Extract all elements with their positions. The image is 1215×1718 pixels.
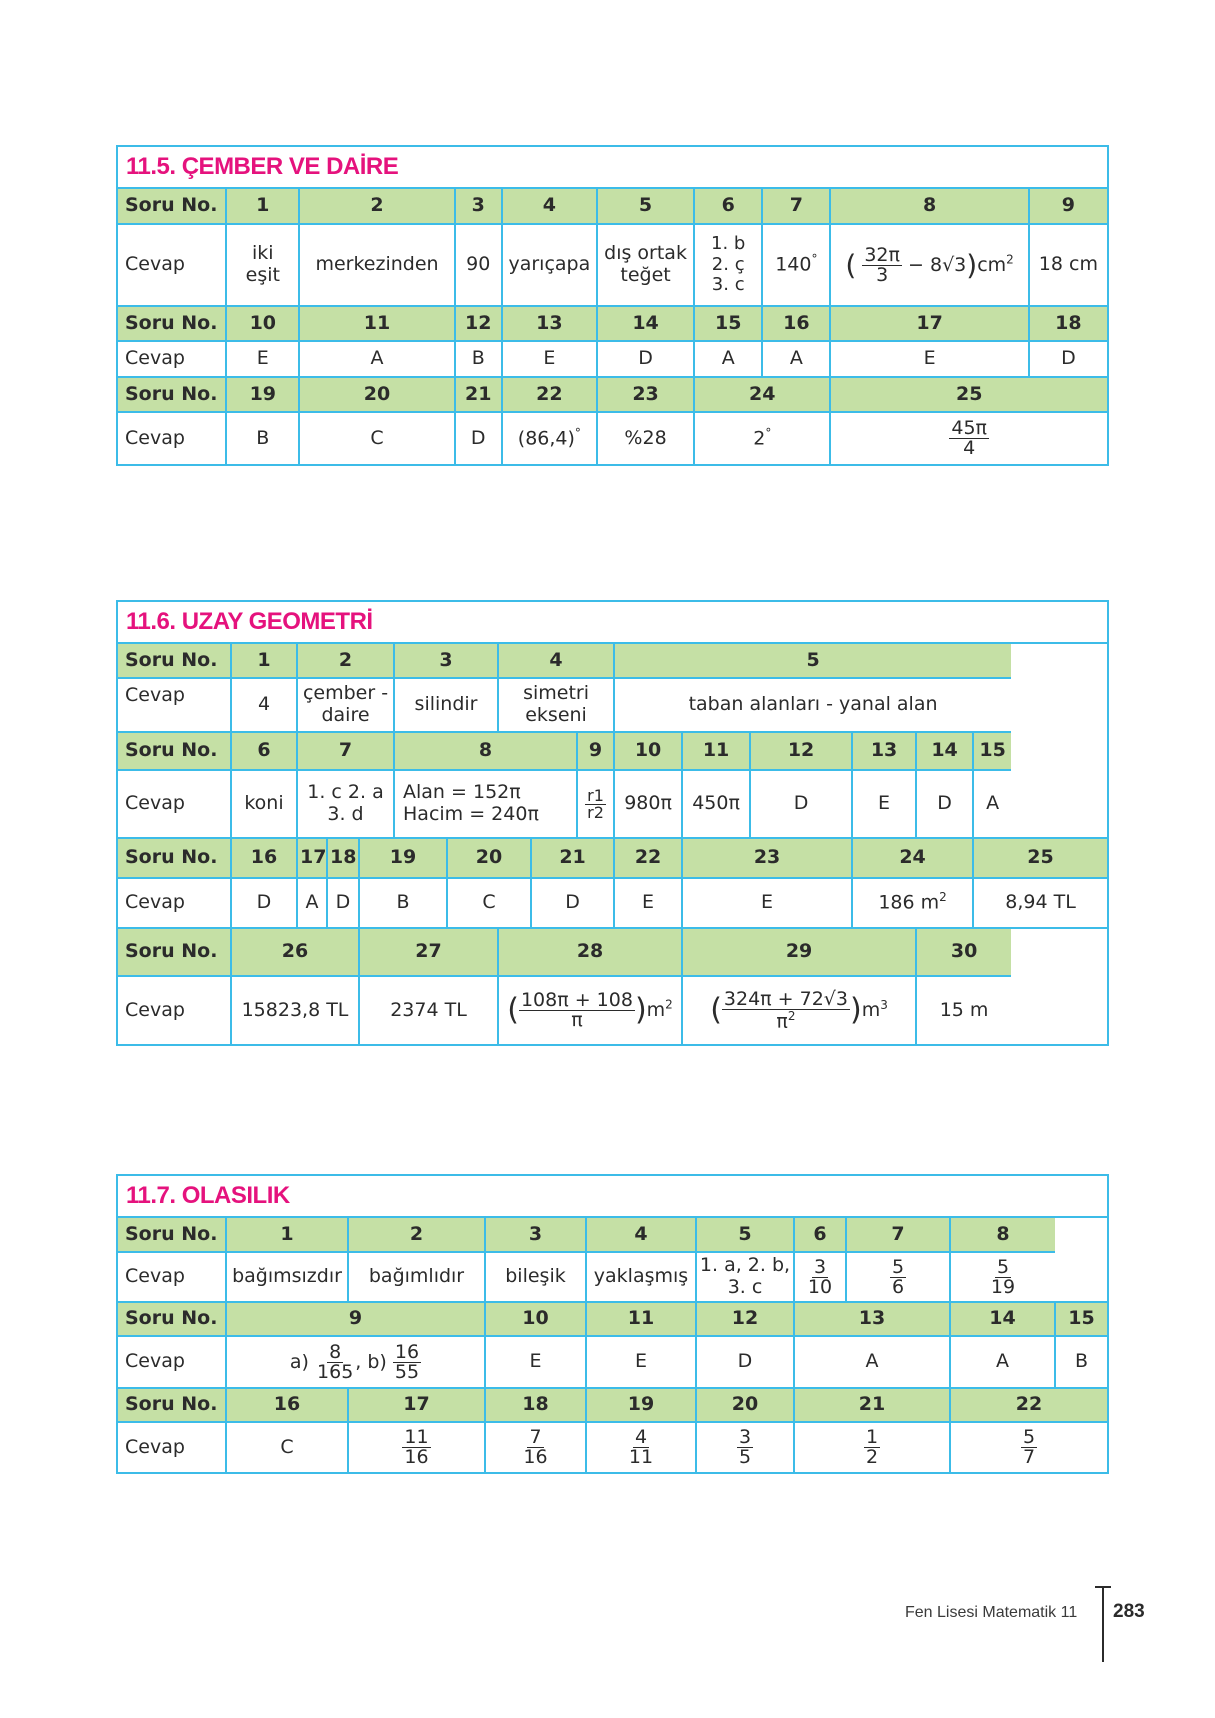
answer-cell: B <box>455 341 502 377</box>
numerator: 108π + 108 <box>520 989 633 1011</box>
question-number: 8 <box>950 1218 1055 1252</box>
answer-cell <box>597 224 694 306</box>
answer-cell <box>348 1422 485 1472</box>
question-number: 16 <box>231 838 297 878</box>
question-number: 20 <box>696 1388 794 1422</box>
numerator: 11 <box>404 1426 429 1448</box>
row-label: Cevap <box>118 412 226 464</box>
denominator: 2 <box>865 1446 879 1468</box>
numerator: 1 <box>865 1426 879 1448</box>
answer-cell: D <box>597 341 694 377</box>
answer-cell <box>950 1252 1055 1302</box>
answer-value: 186 m <box>878 891 940 914</box>
row-label: Soru No. <box>118 306 226 341</box>
answer-value: (86,4) <box>517 427 575 450</box>
question-number: 10 <box>226 306 299 341</box>
answer-cell: simetri ekseni <box>498 678 614 732</box>
answer-cell <box>950 1422 1107 1472</box>
question-number: 1 <box>231 644 297 678</box>
answer-cell: %28 <box>597 412 694 464</box>
question-number: 17 <box>830 306 1028 341</box>
answer-cell: 1. c 2. a 3. d <box>297 770 394 838</box>
answer-table <box>118 644 1107 1044</box>
fraction <box>989 1255 1017 1298</box>
section-title: 11.5. ÇEMBER VE DAİRE <box>118 147 1107 189</box>
answer-cell: E <box>682 878 852 928</box>
answer-cell: D <box>696 1336 794 1388</box>
paren-open: ( <box>710 992 722 1028</box>
denominator: 6 <box>891 1275 905 1298</box>
denominator: 7 <box>1022 1446 1036 1468</box>
row-label: Cevap <box>118 1422 226 1472</box>
row-label: Soru No. <box>118 644 231 678</box>
answer-cell: B <box>359 878 447 928</box>
fraction <box>737 1428 753 1467</box>
answer-cell: A <box>973 770 1011 838</box>
question-number: 23 <box>597 377 694 412</box>
section-cember-ve-daire <box>116 145 1109 466</box>
answer-cell: E <box>852 770 916 838</box>
question-number: 5 <box>597 189 694 224</box>
paren-close: ) <box>850 992 862 1028</box>
question-number: 10 <box>614 732 682 770</box>
row-label: Cevap <box>118 878 231 928</box>
numerator: r1 <box>587 785 604 805</box>
answer-value: a) <box>289 1350 309 1373</box>
row-label: Soru No. <box>118 1218 226 1252</box>
row-label: Soru No. <box>118 189 226 224</box>
answer-cell: C <box>226 1422 348 1472</box>
question-number: 14 <box>950 1302 1055 1336</box>
question-number: 15 <box>973 732 1011 770</box>
denominator: π <box>571 1009 583 1031</box>
denominator: 5 <box>738 1446 752 1468</box>
answer-cell: A <box>694 341 762 377</box>
section-olasilik <box>116 1174 1109 1474</box>
question-number: 3 <box>455 189 502 224</box>
answer-cell <box>830 224 1028 306</box>
question-number: 6 <box>231 732 297 770</box>
row-label: Soru No. <box>118 928 231 976</box>
exponent: 2 <box>787 1008 796 1023</box>
answer-cell <box>830 412 1107 464</box>
answer-cell: koni <box>231 770 297 838</box>
question-number: 18 <box>485 1388 586 1422</box>
fraction <box>949 419 989 458</box>
question-number: 9 <box>226 1302 485 1336</box>
paren-open: ( <box>507 992 519 1028</box>
row-label: Cevap <box>118 770 231 838</box>
answer-cell: C <box>447 878 531 928</box>
answer-cell <box>852 878 973 928</box>
answer-cell: B <box>226 412 299 464</box>
degree-sign: ° <box>765 425 772 440</box>
numerator: 3 <box>738 1426 752 1448</box>
answer-line: 3. c <box>711 274 745 296</box>
answer-cell: B <box>1055 1336 1107 1388</box>
answer-cell: 18 cm <box>1029 224 1107 306</box>
answer-cell: bağımlıdır <box>348 1252 485 1302</box>
question-number: 7 <box>846 1218 950 1252</box>
question-number: 7 <box>762 189 830 224</box>
row-label: Soru No. <box>118 1302 226 1336</box>
question-number: 10 <box>485 1302 586 1336</box>
numerator: 5 <box>996 1255 1010 1278</box>
book-title: Fen Lisesi Matematik 11 <box>905 1604 1078 1621</box>
answer-cell <box>485 1422 586 1472</box>
numerator: 8 <box>329 1340 342 1363</box>
question-number: 1 <box>226 1218 348 1252</box>
question-number: 30 <box>916 928 1011 976</box>
fraction <box>393 1340 421 1383</box>
answer-cell: E <box>586 1336 696 1388</box>
question-number: 20 <box>299 377 454 412</box>
row-label: Cevap <box>118 1336 226 1388</box>
answer-cell: yarıçapa <box>502 224 597 306</box>
question-number: 13 <box>502 306 597 341</box>
answer-cell <box>694 224 762 306</box>
question-number: 27 <box>359 928 498 976</box>
answer-line: Hacim = 240π <box>403 803 539 825</box>
answer-cell: E <box>614 878 682 928</box>
question-number: 18 <box>327 838 359 878</box>
exponent: 2 <box>939 890 947 905</box>
fraction <box>402 1428 430 1467</box>
answer-line: teğet <box>620 264 671 286</box>
answer-value: 140 <box>775 253 812 276</box>
question-number: 3 <box>394 644 498 678</box>
answer-cell <box>682 976 916 1044</box>
fraction <box>1021 1428 1037 1467</box>
question-number: 21 <box>455 377 502 412</box>
numerator: 324π + 72√3 <box>723 987 848 1010</box>
question-number: 4 <box>502 189 597 224</box>
answer-cell: A <box>762 341 830 377</box>
answer-cell: 15 m <box>916 976 1011 1044</box>
fraction <box>521 1428 549 1467</box>
fraction <box>627 1428 655 1467</box>
question-number: 2 <box>297 644 394 678</box>
answer-cell: D <box>750 770 852 838</box>
question-number: 13 <box>794 1302 950 1336</box>
numerator: 32π <box>864 243 900 266</box>
answer-cell: E <box>502 341 597 377</box>
denominator-base: π <box>776 1010 788 1033</box>
row-label: Soru No. <box>118 1388 226 1422</box>
question-number: 7 <box>297 732 394 770</box>
numerator: 7 <box>529 1426 542 1448</box>
question-number: 12 <box>455 306 502 341</box>
question-number: 17 <box>297 838 327 878</box>
denominator: 3 <box>876 263 889 286</box>
question-number: 3 <box>485 1218 586 1252</box>
fraction <box>862 243 902 286</box>
answer-cell: 980π <box>614 770 682 838</box>
answer-table <box>118 189 1107 464</box>
question-number: 12 <box>750 732 852 770</box>
question-number: 14 <box>597 306 694 341</box>
fraction <box>315 1340 355 1383</box>
question-number: 22 <box>614 838 682 878</box>
numerator: 16 <box>394 1340 420 1363</box>
answer-line: 2. ç <box>711 253 745 275</box>
exponent: 3 <box>880 997 888 1012</box>
question-number: 20 <box>447 838 531 878</box>
question-number: 22 <box>950 1388 1107 1422</box>
answer-cell: A <box>297 878 327 928</box>
answer-cell <box>694 412 830 464</box>
question-number: 26 <box>231 928 359 976</box>
answer-cell: D <box>1029 341 1107 377</box>
answer-cell: A <box>794 1336 950 1388</box>
answer-cell: A <box>299 341 454 377</box>
question-number: 17 <box>348 1388 485 1422</box>
question-number: 8 <box>394 732 577 770</box>
answer-cell: 90 <box>455 224 502 306</box>
question-number: 11 <box>299 306 454 341</box>
numerator: 4 <box>634 1426 648 1448</box>
question-number: 28 <box>498 928 682 976</box>
question-number: 5 <box>696 1218 794 1252</box>
question-number: 25 <box>830 377 1107 412</box>
question-number: 22 <box>502 377 597 412</box>
question-number: 9 <box>577 732 614 770</box>
denominator: 16 <box>404 1446 429 1468</box>
answer-cell: D <box>231 878 297 928</box>
question-number: 29 <box>682 928 916 976</box>
answer-line: 1. b <box>711 232 746 254</box>
answer-cell: D <box>455 412 502 464</box>
question-number: 19 <box>226 377 299 412</box>
question-number: 11 <box>682 732 750 770</box>
answer-cell <box>794 1422 950 1472</box>
denominator <box>774 1010 797 1031</box>
question-number: 21 <box>794 1388 950 1422</box>
degree-sign: ° <box>811 252 818 267</box>
row-label: Cevap <box>118 678 231 732</box>
answer-cell <box>498 976 682 1044</box>
fraction <box>722 987 850 1033</box>
question-number: 6 <box>694 189 762 224</box>
question-number: 23 <box>682 838 852 878</box>
answer-value: 2 <box>753 427 766 450</box>
answer-cell: merkezinden <box>299 224 454 306</box>
paren-open: ( <box>845 247 857 281</box>
answer-cell: 8,94 TL <box>973 878 1107 928</box>
fraction <box>519 991 635 1030</box>
answer-table <box>118 1218 1107 1472</box>
answer-cell <box>226 1336 485 1388</box>
question-number: 12 <box>696 1302 794 1336</box>
answer-cell: D <box>327 878 359 928</box>
question-number: 11 <box>586 1302 696 1336</box>
row-label: Cevap <box>118 1252 226 1302</box>
question-number: 9 <box>1029 189 1107 224</box>
numerator: 5 <box>891 1255 905 1278</box>
answer-cell <box>794 1252 846 1302</box>
question-number: 4 <box>498 644 614 678</box>
question-number: 16 <box>226 1388 348 1422</box>
answer-line: eşit <box>245 264 280 286</box>
answer-cell: 1. a, 2. b, 3. c <box>696 1252 794 1302</box>
question-number: 24 <box>694 377 830 412</box>
denominator: 19 <box>990 1275 1016 1298</box>
answer-cell: A <box>950 1336 1055 1388</box>
denominator: 16 <box>523 1446 548 1468</box>
answer-line: dış ortak <box>604 242 687 265</box>
answer-value: , b) <box>355 1350 387 1373</box>
answer-cell: E <box>226 341 299 377</box>
footer-divider <box>1102 1586 1104 1662</box>
numerator: 5 <box>1022 1426 1036 1448</box>
answer-cell <box>394 770 577 838</box>
answer-line: Alan = 152π <box>403 781 521 804</box>
question-number: 18 <box>1029 306 1107 341</box>
answer-cell: D <box>916 770 973 838</box>
row-label: Cevap <box>118 976 231 1044</box>
fraction <box>890 1255 906 1298</box>
section-uzay-geometri <box>116 600 1109 1046</box>
exponent: 2 <box>665 997 673 1012</box>
answer-cell: E <box>830 341 1028 377</box>
answer-cell <box>226 224 299 306</box>
answer-cell: E <box>485 1336 586 1388</box>
answer-cell: yaklaşmış <box>586 1252 696 1302</box>
answer-cell: 450π <box>682 770 750 838</box>
unit: m <box>646 999 666 1021</box>
answer-cell: silindir <box>394 678 498 732</box>
answer-cell: bileşik <box>485 1252 586 1302</box>
answer-cell: 2374 TL <box>359 976 498 1044</box>
answer-cell: 15823,8 TL <box>231 976 359 1044</box>
row-label: Cevap <box>118 341 226 377</box>
question-number: 13 <box>852 732 916 770</box>
question-number: 2 <box>299 189 454 224</box>
fraction <box>585 785 606 822</box>
exponent: 2 <box>1006 252 1014 267</box>
numerator: 3 <box>813 1255 827 1278</box>
fraction <box>806 1255 834 1298</box>
question-number: 4 <box>586 1218 696 1252</box>
row-label: Soru No. <box>118 838 231 878</box>
question-number: 19 <box>586 1388 696 1422</box>
answer-cell <box>586 1422 696 1472</box>
page-number: 283 <box>1113 1601 1145 1622</box>
section-title: 11.7. OLASILIK <box>118 1176 1107 1218</box>
answer-cell <box>846 1252 950 1302</box>
question-number: 19 <box>359 838 447 878</box>
answer-cell: 4 <box>231 678 297 732</box>
row-label: Soru No. <box>118 377 226 412</box>
question-number: 8 <box>830 189 1028 224</box>
answer-cell: çember - daire <box>297 678 394 732</box>
answer-cell: taban alanları - yanal alan <box>614 678 1011 732</box>
question-number: 15 <box>694 306 762 341</box>
question-number: 15 <box>1055 1302 1107 1336</box>
question-number: 1 <box>226 189 299 224</box>
answer-cell: bağımsızdır <box>226 1252 348 1302</box>
section-title: 11.6. UZAY GEOMETRİ <box>118 602 1107 644</box>
paren-close: ) <box>966 247 978 281</box>
answer-cell: C <box>299 412 454 464</box>
question-number: 21 <box>531 838 614 878</box>
answer-value: − 8√3 <box>908 253 967 276</box>
fraction <box>864 1428 880 1467</box>
degree-sign: ° <box>574 425 581 440</box>
question-number: 6 <box>794 1218 846 1252</box>
denominator: 10 <box>807 1275 833 1298</box>
row-label: Soru No. <box>118 732 231 770</box>
row-label: Cevap <box>118 224 226 306</box>
question-number: 14 <box>916 732 973 770</box>
unit: cm <box>977 253 1007 276</box>
answer-cell <box>762 224 830 306</box>
denominator: 11 <box>628 1446 654 1468</box>
paren-close: ) <box>634 992 647 1028</box>
answer-cell <box>502 412 597 464</box>
unit: m <box>861 998 881 1021</box>
question-number: 5 <box>614 644 1011 678</box>
answer-cell <box>696 1422 794 1472</box>
answer-cell <box>577 770 614 838</box>
answer-line: iki <box>252 242 274 265</box>
question-number: 16 <box>762 306 830 341</box>
denominator: 4 <box>963 437 976 459</box>
answer-cell: D <box>531 878 614 928</box>
question-number: 25 <box>973 838 1107 878</box>
question-number: 2 <box>348 1218 485 1252</box>
denominator: 165 <box>317 1360 354 1383</box>
denominator: 55 <box>394 1360 420 1383</box>
denominator: r2 <box>587 802 604 822</box>
question-number: 24 <box>852 838 973 878</box>
numerator: 45π <box>951 417 987 439</box>
